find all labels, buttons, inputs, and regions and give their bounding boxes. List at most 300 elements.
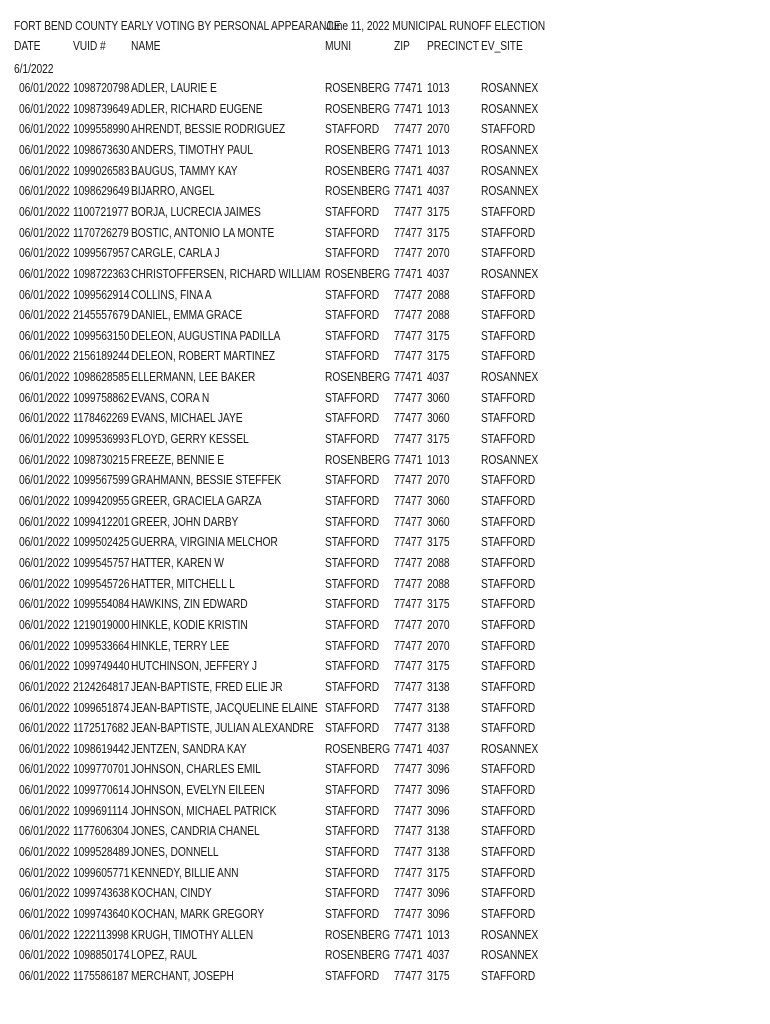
row-precinct: 3175 bbox=[427, 967, 450, 983]
table-row bbox=[0, 514, 770, 535]
row-name: HUTCHINSON, JEFFERY J bbox=[131, 658, 258, 674]
row-date: 06/01/2022 bbox=[19, 658, 70, 674]
row-ev-site: STAFFORD bbox=[481, 513, 536, 529]
row-precinct: 3138 bbox=[427, 823, 450, 839]
row-muni: ROSENBERG bbox=[325, 740, 391, 756]
row-date: 06/01/2022 bbox=[19, 121, 70, 137]
row-date: 06/01/2022 bbox=[19, 554, 70, 570]
row-muni: STAFFORD bbox=[325, 616, 380, 632]
row-date: 06/01/2022 bbox=[19, 327, 70, 343]
row-vuid: 1099749440 bbox=[73, 658, 130, 674]
row-ev-site: STAFFORD bbox=[481, 596, 536, 612]
table-row bbox=[0, 968, 770, 989]
row-ev-site: STAFFORD bbox=[481, 410, 536, 426]
row-vuid: 1098850174 bbox=[73, 947, 130, 963]
row-date: 06/01/2022 bbox=[19, 286, 70, 302]
row-name: JEAN-BAPTISTE, JACQUELINE ELAINE bbox=[131, 699, 318, 715]
row-ev-site: STAFFORD bbox=[481, 327, 536, 343]
row-vuid: 1099533664 bbox=[73, 637, 130, 653]
row-ev-site: STAFFORD bbox=[481, 864, 536, 880]
row-vuid: 1098730215 bbox=[73, 451, 130, 467]
row-precinct: 3096 bbox=[427, 885, 450, 901]
row-zip: 77471 bbox=[394, 947, 423, 963]
row-name: COLLINS, FINA A bbox=[131, 286, 212, 302]
row-date: 06/01/2022 bbox=[19, 616, 70, 632]
row-ev-site: STAFFORD bbox=[481, 823, 536, 839]
row-ev-site: STAFFORD bbox=[481, 616, 536, 632]
row-date: 06/01/2022 bbox=[19, 369, 70, 385]
table-row bbox=[0, 287, 770, 308]
row-zip: 77477 bbox=[394, 224, 423, 240]
row-precinct: 4037 bbox=[427, 183, 450, 199]
table-row bbox=[0, 225, 770, 246]
row-vuid: 1098619442 bbox=[73, 740, 130, 756]
table-row bbox=[0, 390, 770, 411]
row-name: GRAHMANN, BESSIE STEFFEK bbox=[131, 472, 282, 488]
row-precinct: 3175 bbox=[427, 348, 450, 364]
row-muni: STAFFORD bbox=[325, 286, 380, 302]
row-precinct: 2070 bbox=[427, 616, 450, 632]
row-muni: STAFFORD bbox=[325, 534, 380, 550]
row-muni: STAFFORD bbox=[325, 678, 380, 694]
row-precinct: 2088 bbox=[427, 554, 450, 570]
row-muni: STAFFORD bbox=[325, 307, 380, 323]
row-zip: 77477 bbox=[394, 720, 423, 736]
row-zip: 77477 bbox=[394, 637, 423, 653]
row-name: KRUGH, TIMOTHY ALLEN bbox=[131, 926, 254, 942]
row-vuid: 1099502425 bbox=[73, 534, 130, 550]
row-zip: 77477 bbox=[394, 761, 423, 777]
row-zip: 77477 bbox=[394, 431, 423, 447]
row-vuid: 1099412201 bbox=[73, 513, 130, 529]
row-vuid: 1099567957 bbox=[73, 245, 130, 261]
row-date: 06/01/2022 bbox=[19, 307, 70, 323]
row-date: 06/01/2022 bbox=[19, 926, 70, 942]
table-row bbox=[0, 555, 770, 576]
row-vuid: 1222113998 bbox=[73, 926, 129, 942]
row-ev-site: STAFFORD bbox=[481, 245, 536, 261]
header-name: NAME bbox=[131, 38, 161, 53]
row-name: JONES, CANDRIA CHANEL bbox=[131, 823, 260, 839]
row-ev-site: STAFFORD bbox=[481, 782, 536, 798]
row-muni: STAFFORD bbox=[325, 203, 380, 219]
row-precinct: 2070 bbox=[427, 472, 450, 488]
row-precinct: 3175 bbox=[427, 658, 450, 674]
table-row bbox=[0, 782, 770, 803]
table-row bbox=[0, 906, 770, 927]
row-precinct: 2088 bbox=[427, 575, 450, 591]
row-precinct: 4037 bbox=[427, 369, 450, 385]
row-vuid: 1099562914 bbox=[73, 286, 130, 302]
row-precinct: 1013 bbox=[427, 451, 450, 467]
row-zip: 77471 bbox=[394, 100, 423, 116]
row-vuid: 1099563150 bbox=[73, 327, 130, 343]
header-vuid: VUID # bbox=[73, 38, 106, 53]
table-row bbox=[0, 142, 770, 163]
table-row bbox=[0, 101, 770, 122]
table-row bbox=[0, 865, 770, 886]
row-muni: STAFFORD bbox=[325, 967, 380, 983]
row-date: 06/01/2022 bbox=[19, 513, 70, 529]
table-row bbox=[0, 307, 770, 328]
table-row bbox=[0, 328, 770, 349]
row-date: 06/01/2022 bbox=[19, 348, 70, 364]
row-zip: 77477 bbox=[394, 864, 423, 880]
table-row bbox=[0, 927, 770, 948]
row-vuid: 1098628585 bbox=[73, 369, 130, 385]
row-zip: 77477 bbox=[394, 389, 423, 405]
row-name: EVANS, CORA N bbox=[131, 389, 210, 405]
row-precinct: 2088 bbox=[427, 286, 450, 302]
row-ev-site: ROSANNEX bbox=[481, 100, 539, 116]
row-ev-site: STAFFORD bbox=[481, 720, 536, 736]
row-zip: 77477 bbox=[394, 348, 423, 364]
row-ev-site: ROSANNEX bbox=[481, 265, 539, 281]
row-zip: 77477 bbox=[394, 844, 423, 860]
table-row bbox=[0, 761, 770, 782]
table-row bbox=[0, 163, 770, 184]
row-zip: 77477 bbox=[394, 121, 423, 137]
row-muni: STAFFORD bbox=[325, 493, 380, 508]
row-precinct: 3175 bbox=[427, 864, 450, 880]
row-ev-site: STAFFORD bbox=[481, 844, 536, 860]
row-name: ANDERS, TIMOTHY PAUL bbox=[131, 141, 253, 157]
table-row bbox=[0, 741, 770, 762]
row-precinct: 1013 bbox=[427, 926, 450, 942]
row-precinct: 3175 bbox=[427, 203, 450, 219]
row-ev-site: STAFFORD bbox=[481, 906, 536, 921]
row-zip: 77477 bbox=[394, 534, 423, 550]
row-precinct: 2088 bbox=[427, 307, 450, 323]
row-date: 06/01/2022 bbox=[19, 100, 70, 116]
row-muni: ROSENBERG bbox=[325, 926, 391, 942]
row-ev-site: STAFFORD bbox=[481, 472, 536, 488]
row-ev-site: STAFFORD bbox=[481, 761, 536, 777]
row-vuid: 1175586187 bbox=[73, 967, 129, 983]
row-name: JOHNSON, CHARLES EMIL bbox=[131, 761, 261, 777]
row-precinct: 3060 bbox=[427, 493, 450, 508]
row-date: 06/01/2022 bbox=[19, 720, 70, 736]
row-name: JEAN-BAPTISTE, JULIAN ALEXANDRE bbox=[131, 720, 314, 736]
row-ev-site: ROSANNEX bbox=[481, 141, 539, 157]
row-date: 06/01/2022 bbox=[19, 740, 70, 756]
row-precinct: 3096 bbox=[427, 802, 450, 818]
header-date: DATE bbox=[14, 38, 41, 53]
row-date: 06/01/2022 bbox=[19, 761, 70, 777]
table-row bbox=[0, 266, 770, 287]
row-precinct: 2070 bbox=[427, 245, 450, 261]
row-vuid: 1099743640 bbox=[73, 906, 130, 921]
row-ev-site: ROSANNEX bbox=[481, 162, 539, 178]
row-muni: STAFFORD bbox=[325, 699, 380, 715]
row-date: 06/01/2022 bbox=[19, 410, 70, 426]
row-vuid: 1099536993 bbox=[73, 431, 130, 447]
row-date: 06/01/2022 bbox=[19, 596, 70, 612]
row-zip: 77471 bbox=[394, 369, 423, 385]
row-date: 06/01/2022 bbox=[19, 389, 70, 405]
row-muni: ROSENBERG bbox=[325, 162, 391, 178]
table-row bbox=[0, 658, 770, 679]
header-zip: ZIP bbox=[394, 38, 410, 53]
row-date: 06/01/2022 bbox=[19, 534, 70, 550]
row-muni: STAFFORD bbox=[325, 245, 380, 261]
row-vuid: 1098673630 bbox=[73, 141, 130, 157]
row-date: 06/01/2022 bbox=[19, 431, 70, 447]
row-name: HINKLE, KODIE KRISTIN bbox=[131, 616, 248, 632]
row-zip: 77477 bbox=[394, 203, 423, 219]
row-ev-site: STAFFORD bbox=[481, 575, 536, 591]
row-zip: 77477 bbox=[394, 823, 423, 839]
row-precinct: 3138 bbox=[427, 678, 450, 694]
row-vuid: 1099554084 bbox=[73, 596, 130, 612]
row-muni: STAFFORD bbox=[325, 327, 380, 343]
row-precinct: 3060 bbox=[427, 389, 450, 405]
row-zip: 77477 bbox=[394, 596, 423, 612]
row-ev-site: ROSANNEX bbox=[481, 947, 539, 963]
row-muni: STAFFORD bbox=[325, 864, 380, 880]
row-date: 06/01/2022 bbox=[19, 245, 70, 261]
row-vuid: 1098722363 bbox=[73, 265, 130, 281]
row-vuid: 2156189244 bbox=[73, 348, 130, 364]
row-date: 06/01/2022 bbox=[19, 637, 70, 653]
row-muni: ROSENBERG bbox=[325, 947, 391, 963]
row-vuid: 1219019000 bbox=[73, 616, 130, 632]
row-ev-site: STAFFORD bbox=[481, 389, 536, 405]
row-name: BAUGUS, TAMMY KAY bbox=[131, 162, 238, 178]
row-precinct: 3138 bbox=[427, 699, 450, 715]
row-zip: 77477 bbox=[394, 327, 423, 343]
row-muni: STAFFORD bbox=[325, 802, 380, 818]
row-ev-site: STAFFORD bbox=[481, 637, 536, 653]
row-ev-site: STAFFORD bbox=[481, 554, 536, 570]
row-date: 06/01/2022 bbox=[19, 967, 70, 983]
row-precinct: 4037 bbox=[427, 265, 450, 281]
table-row bbox=[0, 410, 770, 431]
row-ev-site: STAFFORD bbox=[481, 802, 536, 818]
row-name: FLOYD, GERRY KESSEL bbox=[131, 431, 249, 447]
row-name: DELEON, ROBERT MARTINEZ bbox=[131, 348, 275, 364]
row-date: 06/01/2022 bbox=[19, 906, 70, 921]
row-vuid: 1099758862 bbox=[73, 389, 130, 405]
row-zip: 77477 bbox=[394, 906, 423, 921]
row-zip: 77471 bbox=[394, 451, 423, 467]
row-muni: STAFFORD bbox=[325, 472, 380, 488]
row-zip: 77477 bbox=[394, 554, 423, 570]
table-row bbox=[0, 245, 770, 266]
row-zip: 77477 bbox=[394, 885, 423, 901]
row-date: 06/01/2022 bbox=[19, 864, 70, 880]
row-zip: 77471 bbox=[394, 926, 423, 942]
row-precinct: 3096 bbox=[427, 906, 450, 921]
table-row bbox=[0, 369, 770, 390]
row-vuid: 1099770701 bbox=[73, 761, 130, 777]
header-precinct: PRECINCT bbox=[427, 38, 479, 53]
row-date: 06/01/2022 bbox=[19, 183, 70, 199]
table-row bbox=[0, 493, 770, 514]
row-name: LOPEZ, RAUL bbox=[131, 947, 198, 963]
row-muni: STAFFORD bbox=[325, 224, 380, 240]
row-vuid: 2145557679 bbox=[73, 307, 130, 323]
row-date: 06/01/2022 bbox=[19, 493, 70, 508]
table-row bbox=[0, 596, 770, 617]
row-name: KOCHAN, CINDY bbox=[131, 885, 212, 901]
row-zip: 77477 bbox=[394, 802, 423, 818]
row-date: 06/01/2022 bbox=[19, 224, 70, 240]
row-zip: 77477 bbox=[394, 307, 423, 323]
row-precinct: 3060 bbox=[427, 513, 450, 529]
row-date: 06/01/2022 bbox=[19, 575, 70, 591]
row-zip: 77477 bbox=[394, 782, 423, 798]
row-name: DANIEL, EMMA GRACE bbox=[131, 307, 243, 323]
row-precinct: 3175 bbox=[427, 534, 450, 550]
row-name: BOSTIC, ANTONIO LA MONTE bbox=[131, 224, 275, 240]
group-date-label: 6/1/2022 bbox=[14, 61, 54, 76]
row-name: JOHNSON, EVELYN EILEEN bbox=[131, 782, 265, 798]
table-row bbox=[0, 183, 770, 204]
row-vuid: 1099026583 bbox=[73, 162, 130, 178]
row-vuid: 1098739649 bbox=[73, 100, 130, 116]
row-ev-site: ROSANNEX bbox=[481, 451, 539, 467]
row-name: CHRISTOFFERSEN, RICHARD WILLIAM bbox=[131, 265, 321, 281]
row-vuid: 1099545757 bbox=[73, 554, 130, 570]
row-ev-site: ROSANNEX bbox=[481, 740, 539, 756]
row-vuid: 1172517682 bbox=[73, 720, 129, 736]
table-row bbox=[0, 885, 770, 906]
table-row bbox=[0, 534, 770, 555]
row-muni: ROSENBERG bbox=[325, 265, 391, 281]
row-vuid: 1177606304 bbox=[73, 823, 129, 839]
row-ev-site: STAFFORD bbox=[481, 224, 536, 240]
row-precinct: 4037 bbox=[427, 947, 450, 963]
row-name: GREER, JOHN DARBY bbox=[131, 513, 239, 529]
row-muni: ROSENBERG bbox=[325, 141, 391, 157]
row-date: 06/01/2022 bbox=[19, 699, 70, 715]
row-date: 06/01/2022 bbox=[19, 885, 70, 901]
row-muni: STAFFORD bbox=[325, 554, 380, 570]
row-date: 06/01/2022 bbox=[19, 802, 70, 818]
row-zip: 77471 bbox=[394, 740, 423, 756]
row-muni: STAFFORD bbox=[325, 431, 380, 447]
row-name: JENTZEN, SANDRA KAY bbox=[131, 740, 247, 756]
row-vuid: 1098720798 bbox=[73, 80, 130, 95]
row-muni: ROSENBERG bbox=[325, 100, 391, 116]
table-row bbox=[0, 204, 770, 225]
row-precinct: 3175 bbox=[427, 224, 450, 240]
row-name: KOCHAN, MARK GREGORY bbox=[131, 906, 265, 921]
row-ev-site: STAFFORD bbox=[481, 307, 536, 323]
row-name: ADLER, RICHARD EUGENE bbox=[131, 100, 263, 116]
row-date: 06/01/2022 bbox=[19, 678, 70, 694]
row-name: BIJARRO, ANGEL bbox=[131, 183, 215, 199]
table-row bbox=[0, 431, 770, 452]
row-precinct: 3175 bbox=[427, 327, 450, 343]
row-zip: 77471 bbox=[394, 141, 423, 157]
document-title: FORT BEND COUNTY EARLY VOTING BY PERSONAL APPEARANCE bbox=[14, 18, 341, 33]
row-zip: 77477 bbox=[394, 410, 423, 426]
table-row bbox=[0, 348, 770, 369]
row-date: 06/01/2022 bbox=[19, 823, 70, 839]
row-zip: 77477 bbox=[394, 658, 423, 674]
row-muni: STAFFORD bbox=[325, 844, 380, 860]
row-ev-site: STAFFORD bbox=[481, 699, 536, 715]
row-precinct: 3175 bbox=[427, 596, 450, 612]
row-date: 06/01/2022 bbox=[19, 265, 70, 281]
row-ev-site: STAFFORD bbox=[481, 534, 536, 550]
row-zip: 77477 bbox=[394, 472, 423, 488]
row-vuid: 1170726279 bbox=[73, 224, 129, 240]
election-title: June 11, 2022 MUNICIPAL RUNOFF ELECTION bbox=[326, 18, 546, 33]
row-ev-site: STAFFORD bbox=[481, 348, 536, 364]
row-muni: STAFFORD bbox=[325, 823, 380, 839]
table-row bbox=[0, 576, 770, 597]
row-date: 06/01/2022 bbox=[19, 782, 70, 798]
row-name: HATTER, KAREN W bbox=[131, 554, 224, 570]
row-ev-site: ROSANNEX bbox=[481, 926, 539, 942]
row-date: 06/01/2022 bbox=[19, 162, 70, 178]
table-row bbox=[0, 844, 770, 865]
row-ev-site: ROSANNEX bbox=[481, 369, 539, 385]
row-name: HATTER, MITCHELL L bbox=[131, 575, 235, 591]
table-row bbox=[0, 803, 770, 824]
row-precinct: 4037 bbox=[427, 740, 450, 756]
row-zip: 77477 bbox=[394, 575, 423, 591]
row-name: ELLERMANN, LEE BAKER bbox=[131, 369, 256, 385]
row-muni: STAFFORD bbox=[325, 782, 380, 798]
row-vuid: 1098629649 bbox=[73, 183, 130, 199]
row-muni: STAFFORD bbox=[325, 720, 380, 736]
row-ev-site: STAFFORD bbox=[481, 678, 536, 694]
row-name: HINKLE, TERRY LEE bbox=[131, 637, 230, 653]
row-zip: 77477 bbox=[394, 493, 423, 508]
row-zip: 77471 bbox=[394, 162, 423, 178]
row-date: 06/01/2022 bbox=[19, 844, 70, 860]
table-row bbox=[0, 679, 770, 700]
row-zip: 77471 bbox=[394, 265, 423, 281]
row-muni: STAFFORD bbox=[325, 906, 380, 921]
row-vuid: 1178462269 bbox=[73, 410, 129, 426]
row-zip: 77477 bbox=[394, 967, 423, 983]
row-ev-site: STAFFORD bbox=[481, 431, 536, 447]
row-name: DELEON, AUGUSTINA PADILLA bbox=[131, 327, 281, 343]
row-muni: ROSENBERG bbox=[325, 183, 391, 199]
row-precinct: 3175 bbox=[427, 431, 450, 447]
table-row bbox=[0, 638, 770, 659]
row-name: JOHNSON, MICHAEL PATRICK bbox=[131, 802, 277, 818]
row-name: JEAN-BAPTISTE, FRED ELIE JR bbox=[131, 678, 283, 694]
row-name: FREEZE, BENNIE E bbox=[131, 451, 225, 467]
row-name: KENNEDY, BILLIE ANN bbox=[131, 864, 239, 880]
row-precinct: 3138 bbox=[427, 720, 450, 736]
table-row bbox=[0, 452, 770, 473]
row-muni: STAFFORD bbox=[325, 513, 380, 529]
row-zip: 77477 bbox=[394, 245, 423, 261]
row-precinct: 1013 bbox=[427, 141, 450, 157]
row-muni: STAFFORD bbox=[325, 575, 380, 591]
table-row bbox=[0, 80, 770, 101]
row-name: HAWKINS, ZIN EDWARD bbox=[131, 596, 248, 612]
row-vuid: 1099691114 bbox=[73, 802, 128, 818]
row-ev-site: STAFFORD bbox=[481, 493, 536, 508]
row-date: 06/01/2022 bbox=[19, 947, 70, 963]
row-muni: ROSENBERG bbox=[325, 80, 391, 95]
row-name: BORJA, LUCRECIA JAIMES bbox=[131, 203, 261, 219]
row-name: ADLER, LAURIE E bbox=[131, 80, 217, 95]
header-ev-site: EV_SITE bbox=[481, 38, 523, 53]
table-row bbox=[0, 720, 770, 741]
row-vuid: 1099770614 bbox=[73, 782, 130, 798]
row-ev-site: ROSANNEX bbox=[481, 183, 539, 199]
row-muni: STAFFORD bbox=[325, 410, 380, 426]
